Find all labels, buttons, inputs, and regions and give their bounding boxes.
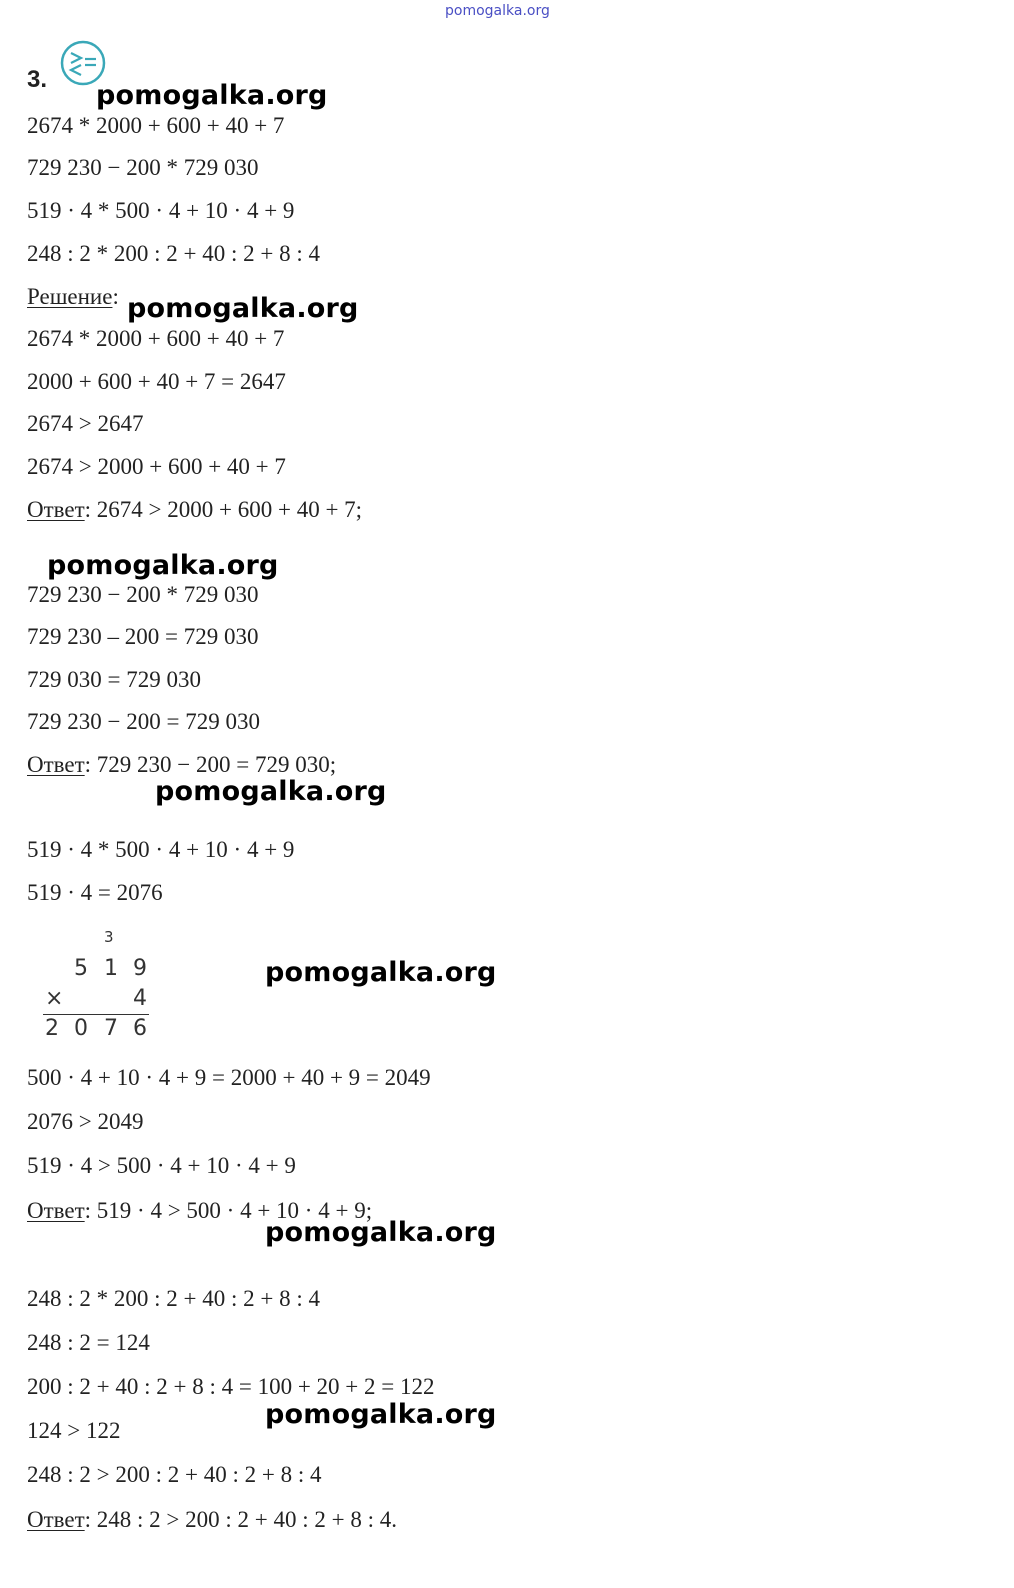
watermark: pomogalka.org bbox=[47, 550, 279, 581]
answer-line bbox=[27, 751, 336, 779]
watermark: pomogalka.org bbox=[265, 1217, 497, 1248]
watermark: pomogalka.org bbox=[96, 80, 328, 111]
solution-heading bbox=[27, 283, 119, 311]
answer-line bbox=[27, 1197, 372, 1225]
product-digit: 7 bbox=[104, 1016, 118, 1041]
task-statement: 519 · 4 * 500 · 4 + 10 · 4 + 9 bbox=[27, 198, 295, 223]
answer-text: : 729 230 − 200 = 729 030; bbox=[84, 752, 337, 777]
watermark: pomogalka.org bbox=[265, 957, 497, 988]
watermark: pomogalka.org bbox=[155, 776, 387, 807]
answer-text: : 248 : 2 > 200 : 2 + 40 : 2 + 8 : 4. bbox=[84, 1507, 398, 1532]
product-digit: 6 bbox=[133, 1016, 147, 1041]
solution-line: 500 · 4 + 10 · 4 + 9 = 2000 + 40 + 9 = 2049 bbox=[27, 1065, 431, 1090]
answer-text: : 519 · 4 > 500 · 4 + 10 · 4 + 9; bbox=[84, 1198, 373, 1223]
solution-line: 2674 * 2000 + 600 + 40 + 7 bbox=[27, 326, 285, 351]
result-divider bbox=[43, 1014, 149, 1015]
top-watermark: pomogalka.org bbox=[445, 3, 550, 19]
task-number: 3. bbox=[27, 66, 48, 93]
task-statement: 729 230 − 200 * 729 030 bbox=[27, 155, 259, 180]
solution-colon: : bbox=[112, 284, 119, 309]
answer-label: Ответ bbox=[27, 497, 85, 522]
solution-line: 519 · 4 * 500 · 4 + 10 · 4 + 9 bbox=[27, 837, 295, 862]
solution-line: 729 230 − 200 = 729 030 bbox=[27, 709, 260, 734]
solution-line: 200 : 2 + 40 : 2 + 8 : 4 = 100 + 20 + 2 = 122 bbox=[27, 1374, 435, 1399]
task-statement: 2674 * 2000 + 600 + 40 + 7 bbox=[27, 113, 285, 138]
multiplier-digit: 4 bbox=[133, 986, 147, 1011]
product-digit: 2 bbox=[45, 1016, 59, 1041]
solution-label: Решение bbox=[27, 284, 113, 309]
multiply-sign: × bbox=[45, 986, 64, 1011]
product-digit: 0 bbox=[74, 1016, 88, 1041]
answer-label: Ответ bbox=[27, 752, 85, 777]
solution-line: 729 230 – 200 = 729 030 bbox=[27, 624, 259, 649]
answer-label: Ответ bbox=[27, 1198, 85, 1223]
solution-line: 519 · 4 > 500 · 4 + 10 · 4 + 9 bbox=[27, 1153, 296, 1178]
answer-label: Ответ bbox=[27, 1507, 85, 1532]
solution-line: 2674 > 2000 + 600 + 40 + 7 bbox=[27, 454, 286, 479]
solution-line: 2000 + 600 + 40 + 7 = 2647 bbox=[27, 369, 286, 394]
solution-line: 248 : 2 > 200 : 2 + 40 : 2 + 8 : 4 bbox=[27, 1462, 322, 1487]
multiplicand-digit: 5 bbox=[74, 956, 88, 981]
watermark: pomogalka.org bbox=[265, 1399, 497, 1430]
task-statement: 248 : 2 * 200 : 2 + 40 : 2 + 8 : 4 bbox=[27, 241, 321, 266]
solution-line: 729 030 = 729 030 bbox=[27, 667, 201, 692]
solution-line: 124 > 122 bbox=[27, 1418, 121, 1443]
answer-line bbox=[27, 496, 362, 524]
solution-line: 729 230 − 200 * 729 030 bbox=[27, 582, 259, 607]
solution-line: 519 · 4 = 2076 bbox=[27, 880, 163, 905]
carry-digit: 3 bbox=[104, 928, 114, 946]
answer-text: : 2674 > 2000 + 600 + 40 + 7; bbox=[84, 497, 363, 522]
solution-line: 2076 > 2049 bbox=[27, 1109, 144, 1134]
multiplicand-digit: 1 bbox=[104, 956, 118, 981]
solution-line: 2674 > 2647 bbox=[27, 411, 144, 436]
answer-line bbox=[27, 1506, 397, 1534]
watermark: pomogalka.org bbox=[127, 293, 359, 324]
solution-line: 248 : 2 = 124 bbox=[27, 1330, 150, 1355]
multiplicand-digit: 9 bbox=[133, 956, 147, 981]
solution-line: 248 : 2 * 200 : 2 + 40 : 2 + 8 : 4 bbox=[27, 1286, 321, 1311]
